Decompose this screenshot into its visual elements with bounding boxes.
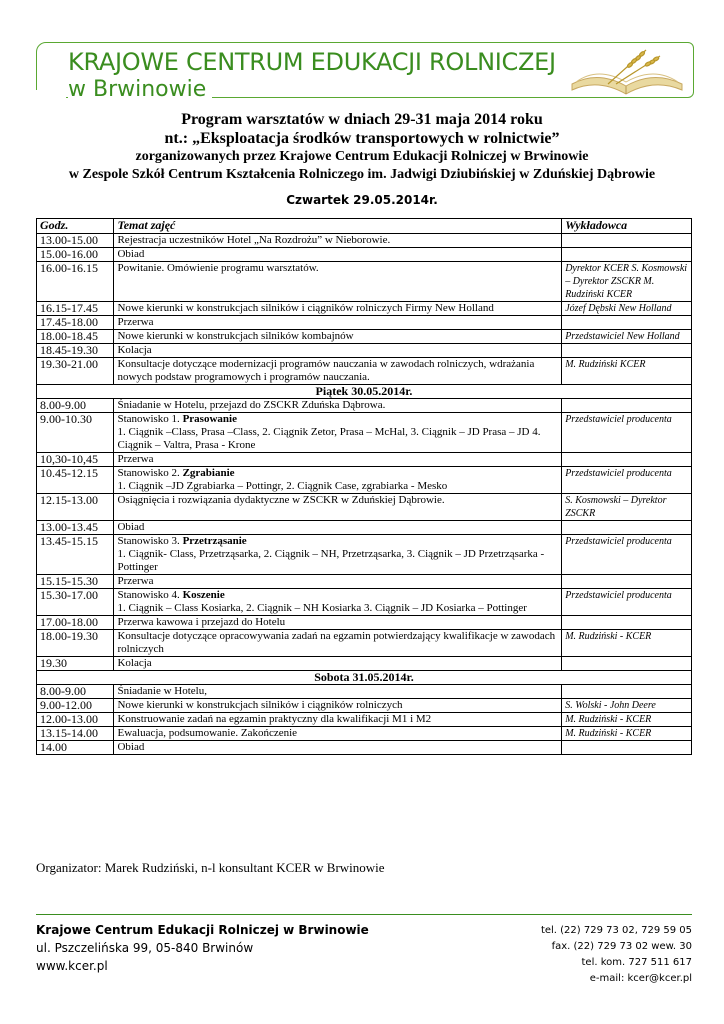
time-cell: 13.15-14.00: [37, 727, 114, 741]
program-topic: nt.: „Eksploatacja środków transportowych w rolnictwie”: [164, 130, 560, 147]
lecturer-cell: Przedstawiciel producenta: [562, 413, 692, 453]
table-row: [37, 657, 692, 671]
time-cell: 10,30-10,45: [37, 453, 114, 467]
topic-cell: Kolacja: [114, 657, 562, 671]
topic-station-details: 1. Ciągnik –JD Zgrabiarka – Pottingr, 2. Ciągnik Case, zgrabiarka - Mesko: [117, 480, 448, 492]
lecturer-cell: Józef Dębski New Holland: [562, 302, 692, 316]
topic-cell: Konsultacje dotyczące opracowywania zadań na egzamin potwierdzający kwalifikacje w zawodach rolniczych: [114, 630, 562, 657]
footer-fax: fax. (22) 729 73 02 wew. 30: [551, 941, 692, 952]
lecturer-cell: S. Wolski - John Deere: [562, 699, 692, 713]
time-cell: 9.00-12.00: [37, 699, 114, 713]
table-row: [37, 399, 692, 413]
day-heading-thursday: Czwartek 29.05.2014r.: [286, 193, 438, 207]
time-cell: 15.00-16.00: [37, 248, 114, 262]
time-cell: 12.00-13.00: [37, 713, 114, 727]
table-row: [37, 467, 692, 494]
time-cell: 14.00: [37, 741, 114, 755]
header-title: KRAJOWE CENTRUM EDUKACJI ROLNICZEJ: [68, 48, 556, 76]
table-row: [37, 494, 692, 521]
time-cell: 19.30: [37, 657, 114, 671]
table-row: [37, 302, 692, 316]
topic-station-name: Przetrząsanie: [182, 535, 247, 547]
topic-cell: Konstruowanie zadań na egzamin praktyczny dla kwalifikacji M1 i M2: [114, 713, 562, 727]
program-title: Program warsztatów w dniach 29-31 maja 2014 roku: [181, 111, 543, 128]
lecturer-cell: Przedstawiciel producenta: [562, 467, 692, 494]
lecturer-cell: M. Rudziński KCER: [562, 358, 692, 385]
table-row: [37, 316, 692, 330]
topic-cell: Konsultacje dotyczące modernizacji programów nauczania w zawodach rolniczych, wdrażania nowych podstaw programowych i programów nauczania.: [114, 358, 562, 385]
time-cell: 16.15-17.45: [37, 302, 114, 316]
table-row: [37, 358, 692, 385]
lecturer-cell: [562, 685, 692, 699]
organizer-note: Organizator: Marek Rudziński, n-l konsultant KCER w Brwinowie: [36, 860, 385, 875]
topic-station-details: 1. Ciągnik – Class Kosiarka, 2. Ciągnik – NH Kosiarka 3. Ciągnik – JD Kosiarka – Pottinger: [117, 602, 527, 614]
table-row: [37, 685, 692, 699]
lecturer-cell: [562, 234, 692, 248]
col-header-topic: Temat zajęć: [114, 219, 562, 234]
footer-mobile: tel. kom. 727 511 617: [581, 957, 692, 968]
table-row: [37, 330, 692, 344]
lecturer-cell: M. Rudziński - KCER: [562, 630, 692, 657]
time-cell: 13.00-15.00: [37, 234, 114, 248]
topic-cell: Nowe kierunki w konstrukcjach silników i ciągników rolniczych Firmy New Holland: [114, 302, 562, 316]
table-row: [37, 727, 692, 741]
table-row: [37, 699, 692, 713]
topic-station-details: 1. Ciągnik –Class, Prasa –Class, 2. Ciągnik Zetor, Prasa – McHal, 3. Ciągnik – JD Prasa – JD 4. Ciągnik – Valtra, Prasa - Krone: [117, 426, 541, 451]
footer-address: [36, 921, 369, 975]
time-cell: 18.45-19.30: [37, 344, 114, 358]
table-row: [37, 413, 692, 453]
table-row: [37, 521, 692, 535]
footer-contacts: [541, 923, 692, 987]
topic-station-label: Stanowisko 4.: [117, 589, 183, 601]
time-cell: 10.45-12.15: [37, 467, 114, 494]
topic-station-name: Prasowanie: [182, 413, 237, 425]
lecturer-cell: [562, 248, 692, 262]
topic-station-details: 1. Ciągnik- Class, Przetrząsarka, 2. Ciągnik – NH, Przetrząsarka, 3. Ciągnik – JD Przetrząsarka - Pottinger: [117, 548, 545, 573]
lecturer-cell: Przedstawiciel producenta: [562, 535, 692, 575]
program-location-line: w Zespole Szkół Centrum Kształcenia Rolniczego im. Jadwigi Dziubińskiej w Zduńskiej Dąbrowie: [68, 167, 656, 182]
program-organizer-line: zorganizowanych przez Krajowe Centrum Edukacji Rolniczej w Brwinowie: [135, 149, 589, 164]
lecturer-cell: [562, 575, 692, 589]
footer-street: ul. Pszczelińska 99, 05-840 Brwinów: [36, 941, 254, 955]
topic-station-label: Stanowisko 1.: [117, 413, 183, 425]
table-header-row: [37, 219, 692, 234]
topic-station-label: Stanowisko 2.: [117, 467, 183, 479]
footer-website[interactable]: www.kcer.pl: [36, 959, 108, 973]
table-row: [37, 344, 692, 358]
time-cell: 15.15-15.30: [37, 575, 114, 589]
lecturer-cell: S. Kosmowski – Dyrektor ZSCKR: [562, 494, 692, 521]
time-cell: 18.00-18.45: [37, 330, 114, 344]
topic-station-label: Stanowisko 3.: [117, 535, 183, 547]
table-row: [37, 630, 692, 657]
topic-cell: [114, 589, 562, 616]
lecturer-cell: M. Rudziński - KCER: [562, 727, 692, 741]
table-row: [37, 575, 692, 589]
lecturer-cell: [562, 657, 692, 671]
topic-cell: [114, 413, 562, 453]
col-header-time: Godz.: [37, 219, 114, 234]
table-row: [37, 589, 692, 616]
lecturer-cell: [562, 399, 692, 413]
topic-cell: Obiad: [114, 248, 562, 262]
lecturer-cell: Dyrektor KCER S. Kosmowski – Dyrektor ZSCKR M. Rudziński KCER: [562, 262, 692, 302]
time-cell: 19.30-21.00: [37, 358, 114, 385]
time-cell: 18.00-19.30: [37, 630, 114, 657]
table-row: [37, 741, 692, 755]
topic-cell: Przerwa: [114, 575, 562, 589]
lecturer-cell: [562, 616, 692, 630]
topic-station-name: Zgrabianie: [182, 467, 235, 479]
schedule-table: [36, 218, 692, 755]
time-cell: 12.15-13.00: [37, 494, 114, 521]
lecturer-cell: M. Rudziński - KCER: [562, 713, 692, 727]
topic-cell: Przerwa: [114, 316, 562, 330]
header-frame-gap: [36, 90, 66, 100]
lecturer-cell: [562, 741, 692, 755]
lecturer-cell: [562, 344, 692, 358]
program-titles: [0, 110, 724, 184]
table-row: [37, 535, 692, 575]
topic-cell: Nowe kierunki w konstrukcjach silników kombajnów: [114, 330, 562, 344]
topic-cell: Powitanie. Omówienie programu warsztatów.: [114, 262, 562, 302]
topic-station-name: Koszenie: [182, 589, 225, 601]
time-cell: 13.45-15.15: [37, 535, 114, 575]
header-subtitle: w Brwinowie: [68, 77, 212, 102]
book-wheat-logo-icon: [568, 46, 686, 96]
lecturer-cell: [562, 453, 692, 467]
lecturer-cell: [562, 316, 692, 330]
table-row: [37, 262, 692, 302]
footer-divider: [36, 914, 692, 915]
topic-cell: Osiągnięcia i rozwiązania dydaktyczne w ZSCKR w Zduńskiej Dąbrowie.: [114, 494, 562, 521]
table-row: [37, 713, 692, 727]
topic-cell: Obiad: [114, 521, 562, 535]
table-row: [37, 453, 692, 467]
time-cell: 17.00-18.00: [37, 616, 114, 630]
time-cell: 8.00-9.00: [37, 685, 114, 699]
day-row: [37, 671, 692, 685]
footer-tel: tel. (22) 729 73 02, 729 59 05: [540, 925, 692, 936]
time-cell: 13.00-13.45: [37, 521, 114, 535]
time-cell: 8.00-9.00: [37, 399, 114, 413]
time-cell: 15.30-17.00: [37, 589, 114, 616]
topic-cell: Przerwa kawowa i przejazd do Hotelu: [114, 616, 562, 630]
topic-cell: Kolacja: [114, 344, 562, 358]
table-row: [37, 616, 692, 630]
topic-cell: Ewaluacja, podsumowanie. Zakończenie: [114, 727, 562, 741]
topic-cell: Rejestracja uczestników Hotel „Na Rozdrożu” w Nieborowie.: [114, 234, 562, 248]
lecturer-cell: [562, 521, 692, 535]
time-cell: 16.00-16.15: [37, 262, 114, 302]
table-row: [37, 234, 692, 248]
table-row: [37, 248, 692, 262]
topic-cell: Śniadanie w Hotelu,: [114, 685, 562, 699]
footer-email[interactable]: e-mail: kcer@kcer.pl: [589, 973, 692, 984]
topic-cell: Śniadanie w Hotelu, przejazd do ZSCKR Zduńska Dąbrowa.: [114, 399, 562, 413]
topic-cell: Nowe kierunki w konstrukcjach silników i ciągników rolniczych: [114, 699, 562, 713]
topic-cell: [114, 535, 562, 575]
day-heading-friday: Piątek 30.05.2014r.: [37, 385, 692, 399]
lecturer-cell: Przedstawiciel New Holland: [562, 330, 692, 344]
day-heading-saturday: Sobota 31.05.2014r.: [37, 671, 692, 685]
time-cell: 9.00-10.30: [37, 413, 114, 453]
col-header-lecturer: Wykładowca: [562, 219, 692, 234]
footer-org-name: Krajowe Centrum Edukacji Rolniczej w Brwinowie: [36, 923, 369, 937]
lecturer-cell: Przedstawiciel producenta: [562, 589, 692, 616]
topic-cell: [114, 467, 562, 494]
time-cell: 17.45-18.00: [37, 316, 114, 330]
day-row: [37, 385, 692, 399]
topic-cell: Przerwa: [114, 453, 562, 467]
topic-cell: Obiad: [114, 741, 562, 755]
